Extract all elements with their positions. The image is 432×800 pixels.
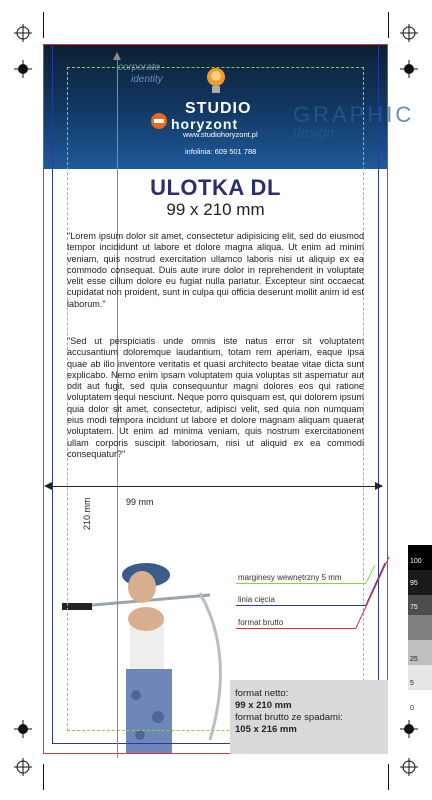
registration-dot-icon xyxy=(400,60,418,78)
registration-dot-icon xyxy=(14,720,32,738)
scale-label: 95 xyxy=(410,580,418,587)
gross-format-value: 105 x 216 mm xyxy=(235,724,297,735)
logo-horyzont: horyzont xyxy=(171,116,239,132)
legend-cut-underline xyxy=(236,605,366,606)
width-dimension-line xyxy=(46,486,382,487)
legend-gross-format: format brutto xyxy=(238,618,284,627)
net-format-value: 99 x 210 mm xyxy=(235,700,292,711)
website-text: www.studiohoryzont.pl xyxy=(183,130,258,139)
scale-swatch-50 xyxy=(408,615,432,640)
gross-format-label: format brutto ze spadami: xyxy=(235,712,343,723)
registration-mark-icon xyxy=(400,24,418,42)
legend-leader-lines xyxy=(355,555,395,635)
page-subtitle: 99 x 210 mm xyxy=(166,200,265,219)
scale-label: 0 xyxy=(410,705,414,712)
legend-margins: marginesy wewnętrzny 5 mm xyxy=(238,573,342,582)
registration-dot-icon xyxy=(14,60,32,78)
tagline-corporate: corporate xyxy=(118,62,161,73)
scale-label: 100 xyxy=(410,558,422,565)
width-label: 99 mm xyxy=(126,497,154,507)
logo-studio: STUDIO xyxy=(185,100,252,117)
registration-mark-icon xyxy=(14,758,32,776)
arrow-right-icon xyxy=(375,482,383,490)
paragraph-2: "Sed ut perspiciatis unde omnis iste natus error sit voluptatem accusantium doloremque laudantium, totam rem aperiam, eaque ipsa quae ab illo inventore veritatis et quasi architecto beatae vitae dicta sunt explicabo. Nemo enim ipsam voluptatem quia voluptas sit aspernatur aut odit aut fugit, sed quia consequuntur magni dolores eos qui ratione voluptatem sequi nesciunt. Neque porro quisquam est, qui dolorem ipsum quia dolor sit amet, consectetur, adipisci velit, sed quia non numquam eius modi tempora incidunt ut labore et dolore magnam aliquam quaerat voluptatem. Ut enim ad minima veniam, quis nostrum exercitationem ullam corporis suscipit laboriosam, nisi ut aliquid ex ea commodi consequatur?" xyxy=(67,336,364,459)
legend-margins-underline xyxy=(236,583,366,584)
crop-mark xyxy=(43,12,44,38)
page-title: ULOTKA DL xyxy=(150,175,281,200)
hotline-text: infolinia: 609 501 788 xyxy=(185,147,257,156)
crop-mark xyxy=(388,12,389,38)
arrow-up-icon xyxy=(113,52,121,60)
bg-word-design: design xyxy=(293,124,335,140)
crop-mark xyxy=(43,764,44,790)
legend-cut-line: linia cięcia xyxy=(238,595,275,604)
registration-mark-icon xyxy=(14,24,32,42)
registration-dot-icon xyxy=(400,720,418,738)
height-label: 210 mm xyxy=(82,497,92,530)
crop-mark xyxy=(388,764,389,790)
scale-label: 5 xyxy=(410,680,414,687)
scale-label: 75 xyxy=(410,604,418,611)
registration-mark-icon xyxy=(400,758,418,776)
legend-gross-underline xyxy=(236,628,356,629)
paragraph-1: "Lorem ipsum dolor sit amet, consectetur adipisicing elit, sed do eiusmod tempor incididunt ut labore et dolore magna aliqua. Ut enim ad minim veniam, quis nostrud exercitation ullamco laboris nisi ut aliquip ex ea commodo consequat. Duis aute irure dolor in reprehenderit in voluptate velit esse cillum dolore eu fugiat nulla pariatur. Excepteur sint occaecat cupidatat non proident, sunt in culpa qui officia deserunt mollit anim id est laborum." xyxy=(67,231,364,309)
tagline-identity: identity xyxy=(131,74,163,85)
arrow-left-icon xyxy=(44,482,52,490)
bg-word-graphic: GRAPHIC xyxy=(293,102,415,127)
scale-label: 25 xyxy=(410,656,418,663)
net-format-label: format netto: xyxy=(235,688,289,699)
